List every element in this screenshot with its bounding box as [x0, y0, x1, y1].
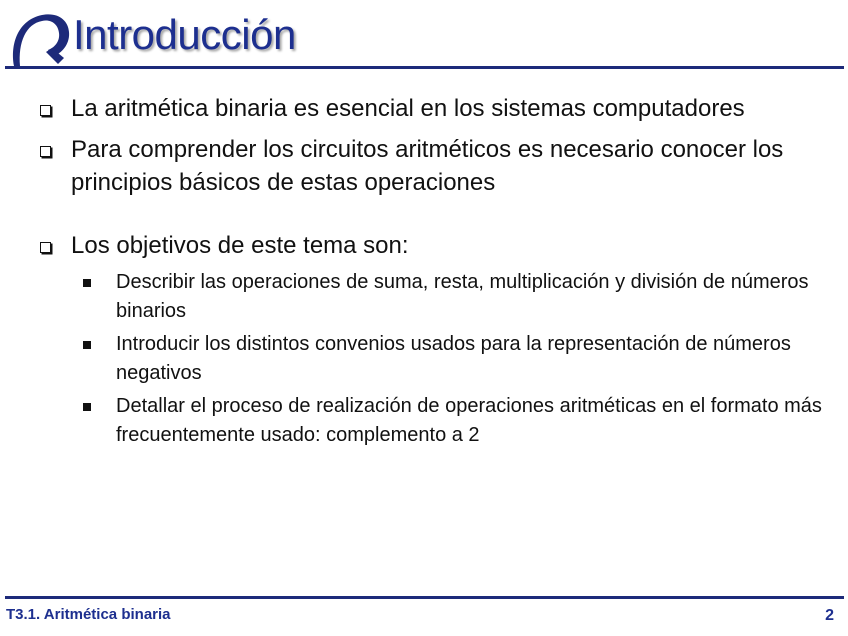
list-item: [40, 92, 830, 125]
list-item-text: Los objetivos de este tema son:: [71, 232, 409, 259]
sub-list-item: [80, 330, 830, 388]
checkbox-bullet-icon: [40, 146, 51, 157]
sub-list-item-text: Introducir los distintos convenios usados para la representación de números negativos: [116, 333, 791, 384]
sub-list-item: [80, 392, 830, 450]
list-item: [40, 133, 830, 199]
list-item-text: Para comprender los circuitos aritméticos es necesario conocer los principios básicos de estas operaciones: [71, 136, 784, 196]
square-bullet-icon: [83, 403, 91, 411]
header-divider: [5, 66, 844, 69]
page-title: Introducción: [73, 11, 296, 58]
checkbox-bullet-icon: [40, 105, 51, 116]
sub-list-item-text: Detallar el proceso de realización de operaciones aritméticas en el formato más frecuentemente usado: complemento a 2: [116, 395, 822, 446]
list-item: [40, 229, 830, 450]
objectives-list: [71, 268, 830, 450]
swoosh-logo-icon: [8, 10, 72, 68]
square-bullet-icon: [83, 279, 91, 287]
footer-section-title: T3.1. Aritmética binaria: [6, 606, 171, 623]
sub-list-item: [80, 268, 830, 326]
slide-body: [40, 92, 830, 458]
footer-divider: [5, 596, 844, 599]
sub-list-item-text: Describir las operaciones de suma, resta, multiplicación y división de números binarios: [116, 271, 809, 322]
square-bullet-icon: [83, 341, 91, 349]
page-number: 2: [825, 607, 834, 624]
list-item-text: La aritmética binaria es esencial en los sistemas computadores: [71, 95, 745, 122]
checkbox-bullet-icon: [40, 242, 51, 253]
